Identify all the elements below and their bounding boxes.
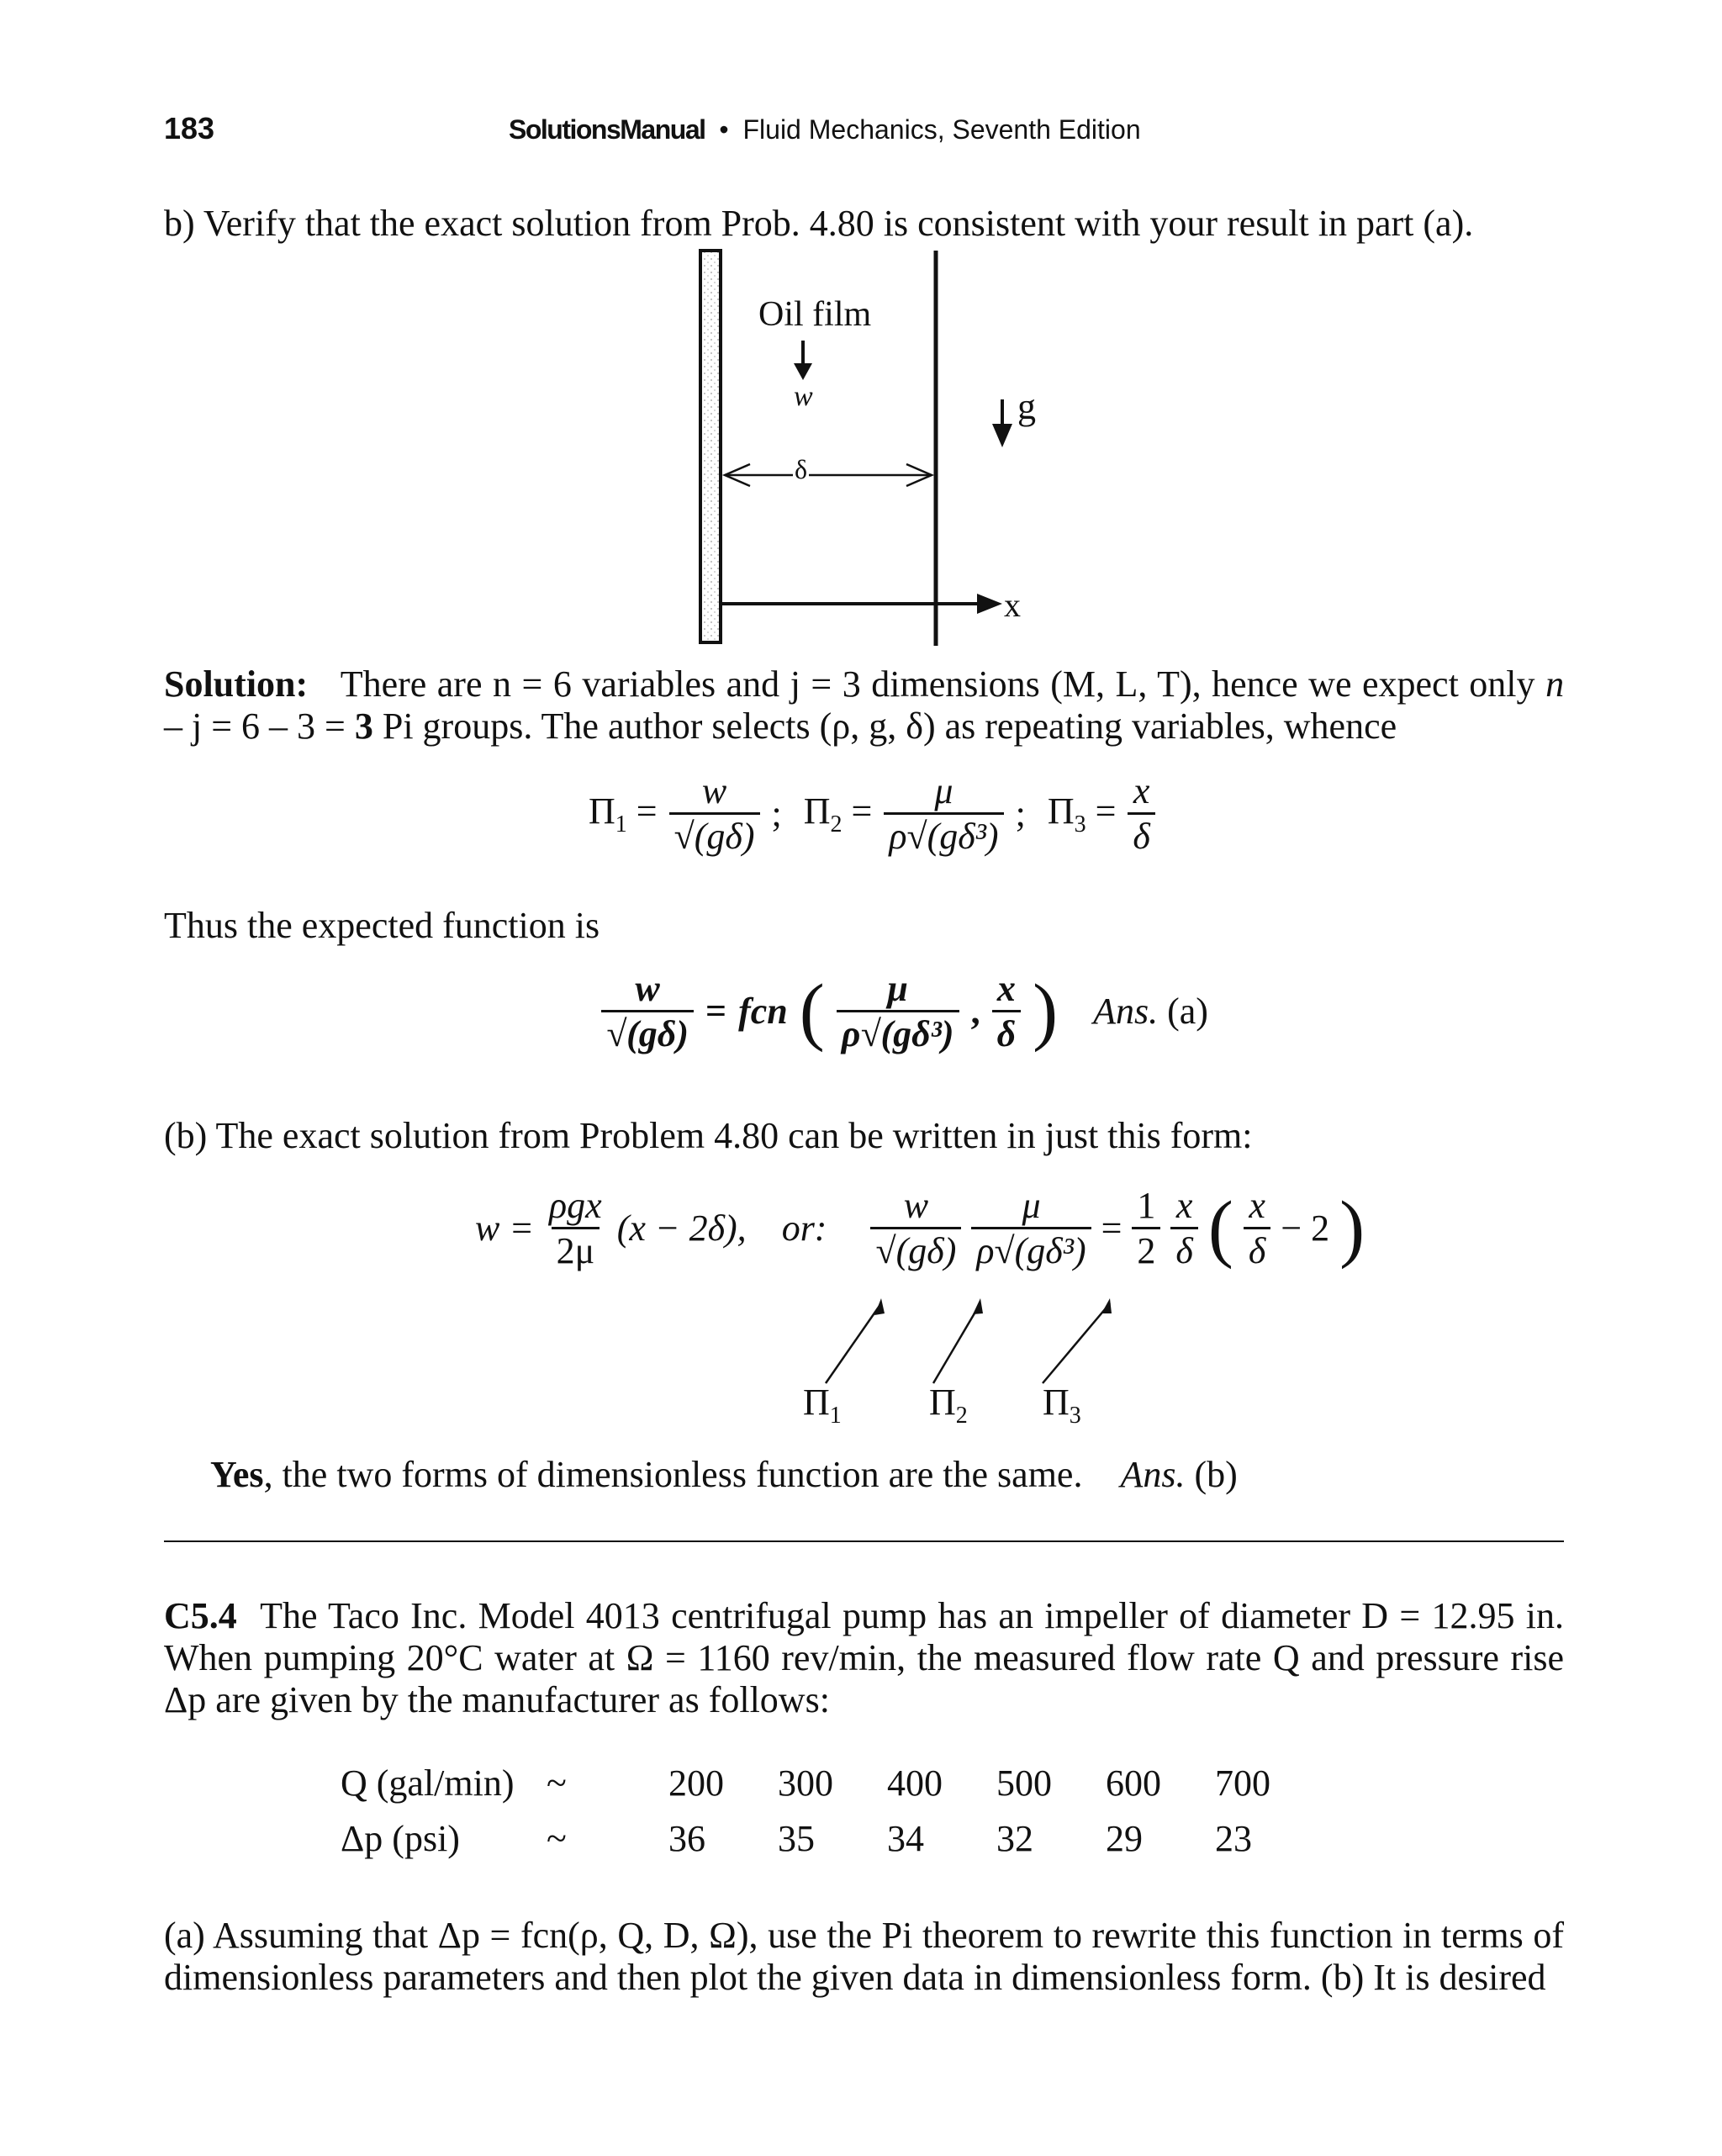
pi1-marker — [803, 1381, 842, 1429]
velocity-arrowhead — [794, 363, 812, 380]
yes-bold: Yes — [210, 1454, 264, 1495]
pi1-num: w — [701, 770, 727, 811]
ans-a-part: (a) — [1167, 991, 1208, 1032]
pi3-num: x — [1133, 770, 1150, 811]
w-label: w — [794, 381, 813, 412]
table-cell: 29 — [1106, 1818, 1143, 1859]
section-divider — [164, 1540, 1564, 1542]
g-label: g — [1017, 386, 1036, 427]
table-row-label: Δp (psi) — [341, 1818, 460, 1859]
gravity-arrowhead — [992, 424, 1012, 447]
fn-lhs-num: w — [635, 968, 660, 1009]
fn-arg1-num: μ — [887, 968, 908, 1009]
pi1-sub: 1 — [615, 811, 627, 838]
exact-xd-den: δ — [1170, 1227, 1197, 1272]
solution-line2-b: Pi groups. The author selects (ρ, g, δ) as repeating variables, whence — [382, 705, 1397, 747]
c54-text: The Taco Inc. Model 4013 centrifugal pump has an impeller of diameter D = 12.95 in. When pumping 20°C water at Ω = 1160 rev/min, the measured flow rate Q and pressure rise Δp are given by the manufacturer as follows: — [164, 1595, 1564, 1720]
wall — [700, 251, 721, 642]
pi2-num: μ — [934, 770, 953, 811]
part-b-text: (b) The exact solution from Problem 4.80 can be written in just this form: — [164, 1115, 1253, 1156]
exact-solution-equation: w = $\frac{\text{ρgx}}{2\mu}$ (x − 2δ), or: $\frac{w}{√(g\delta)}$ $\frac{\mu}{\text{ρ√(gδ³)}}$ = $\frac{1}{2}$ $\frac{x}{\delta}$ ( $\frac{x}{\delta}$ − 2 ) — [475, 1185, 1365, 1271]
exact-f2-den: ρ√(gδ³) — [971, 1227, 1091, 1272]
pi3-marker-symbol: Π — [1043, 1382, 1070, 1423]
table-cell: 36 — [668, 1818, 705, 1859]
solution-j: j = 3 dimensions (M, L, T), hence we expect only — [790, 663, 1535, 705]
table-cell: 35 — [778, 1818, 815, 1859]
ans-b-label: Ans. — [1120, 1454, 1186, 1495]
table-cell: 500 — [996, 1762, 1052, 1804]
exact-half-den: 2 — [1132, 1227, 1160, 1272]
pump-data-table — [341, 1756, 1324, 1867]
oil-film-figure — [656, 244, 1093, 664]
fn-arg2-num: x — [996, 968, 1016, 1009]
running-header — [509, 114, 1141, 145]
pi2-pointer — [933, 1303, 980, 1383]
function-equation: $\frac{w}{√(g\delta)}$ = fcn ( $\frac{\mu}{\text{ρ√(gδ³)}}$ , $\frac{x}{\delta}$ ) Ans. (a) — [601, 967, 1208, 1055]
exact-f2-num: μ — [1022, 1185, 1041, 1226]
exact-w-eq: w = — [475, 1207, 535, 1249]
table-cell: 700 — [1215, 1762, 1270, 1804]
table-sep: ~ — [547, 1818, 567, 1859]
x-axis-arrowhead — [977, 594, 1002, 614]
pi3-sub: 3 — [1074, 811, 1086, 838]
pi3-pointer — [1043, 1303, 1110, 1383]
delta-label: δ — [795, 454, 808, 484]
exact-den: 2μ — [552, 1227, 600, 1272]
solution-line-2 — [164, 705, 1397, 748]
pi1-pointer — [826, 1303, 881, 1383]
exact-num: ρgx — [549, 1185, 602, 1226]
ans-b-part: (b) — [1194, 1454, 1238, 1495]
pi3-symbol: Π — [1047, 790, 1075, 832]
pi2-marker — [929, 1381, 968, 1429]
pi1-marker-sub: 1 — [829, 1403, 842, 1429]
solution-n-var: n — [1545, 663, 1565, 705]
yes-line — [210, 1453, 1238, 1497]
exact-in-num: x — [1249, 1185, 1265, 1226]
table-cell: 32 — [996, 1818, 1033, 1859]
fn-arg2-den: δ — [992, 1010, 1022, 1055]
book-title: Fluid Mechanics, Seventh Edition — [742, 114, 1141, 145]
pi3-den: δ — [1128, 812, 1154, 858]
pi1-pointer-head — [874, 1298, 885, 1315]
table-row — [341, 1811, 1324, 1867]
table-row-label: Q (gal/min) — [341, 1762, 515, 1804]
solution-label: Solution: — [164, 663, 309, 705]
exact-or: or: — [781, 1207, 827, 1249]
exact-xd-num: x — [1175, 1185, 1193, 1226]
solution-text: There are — [340, 663, 483, 705]
pi-groups-equation: $\Pi_1$ = $\frac{w}{√(g\delta)}$ ; $\Pi_2$ = $\frac{\mu}{\text{ρ√(gδ³)}}$ ; $\Pi_3$ = $\frac{x}{\delta}$ — [589, 769, 1155, 858]
exact-equals: = — [1101, 1207, 1122, 1249]
part-b-prompt: b) Verify that the exact solution from Prob. 4.80 is consistent with your result in part (a). — [164, 203, 1474, 244]
table-cell: 34 — [887, 1818, 924, 1859]
pi-pointer-arrows — [807, 1295, 1127, 1387]
exact-tail: (x − 2δ), — [616, 1207, 747, 1249]
final-paragraph: (a) Assuming that Δp = fcn(ρ, Q, D, Ω), use the Pi theorem to rewrite this function in terms of dimensionless parameters and then plot the given data in dimensionless form. (b) It is desired — [164, 1915, 1564, 1998]
fn-fcn: fcn — [738, 991, 788, 1032]
c54-paragraph — [164, 1595, 1564, 1721]
yes-rest: , the two forms of dimensionless function are the same. — [263, 1454, 1083, 1495]
exact-f1-den: √(gδ) — [870, 1227, 961, 1272]
table-cell: 600 — [1106, 1762, 1161, 1804]
table-row — [341, 1756, 1324, 1811]
fn-arg1-den: ρ√(gδ³) — [837, 1010, 959, 1055]
exact-half-num: 1 — [1137, 1185, 1156, 1226]
fn-lhs-den: √(gδ) — [601, 1010, 694, 1055]
table-cell: 23 — [1215, 1818, 1252, 1859]
pi3-marker — [1043, 1381, 1081, 1429]
solution-bold-3: 3 — [354, 705, 373, 747]
exact-minus2: − 2 — [1281, 1207, 1330, 1249]
table-cell: 300 — [778, 1762, 833, 1804]
pi1-den: √(gδ) — [669, 812, 760, 858]
pi2-sub: 2 — [830, 811, 843, 838]
c54-label: C5.4 — [164, 1595, 237, 1636]
pi2-marker-sub: 2 — [955, 1403, 968, 1429]
pi1-symbol: Π — [589, 790, 615, 832]
pi1-marker-symbol: Π — [803, 1382, 830, 1423]
book-prefix: SolutionsManual — [509, 114, 705, 145]
pi2-den: ρ√(gδ³) — [884, 812, 1003, 858]
oil-film-label: Oil film — [758, 295, 872, 334]
table-cell: 400 — [887, 1762, 943, 1804]
pi3-pointer-head — [1101, 1298, 1112, 1313]
pi2-marker-symbol: Π — [929, 1382, 956, 1423]
page-number: 183 — [164, 111, 215, 145]
exact-f1-num: w — [903, 1185, 929, 1226]
solution-line2-a: – j = 6 – 3 = — [164, 705, 346, 747]
solution-line-1 — [164, 663, 1564, 706]
pi3-marker-sub: 3 — [1069, 1403, 1081, 1429]
solution-n: n = 6 variables and — [493, 663, 780, 705]
header-bullet: • — [719, 114, 729, 145]
expected-text: Thus the expected function is — [164, 905, 600, 946]
x-label: x — [1004, 586, 1021, 624]
pi2-symbol: Π — [803, 790, 831, 832]
pi2-pointer-head — [973, 1298, 983, 1314]
exact-in-den: δ — [1244, 1227, 1270, 1272]
table-cell: 200 — [668, 1762, 724, 1804]
ans-a-label: Ans. — [1093, 991, 1159, 1032]
table-sep: ~ — [547, 1762, 567, 1804]
